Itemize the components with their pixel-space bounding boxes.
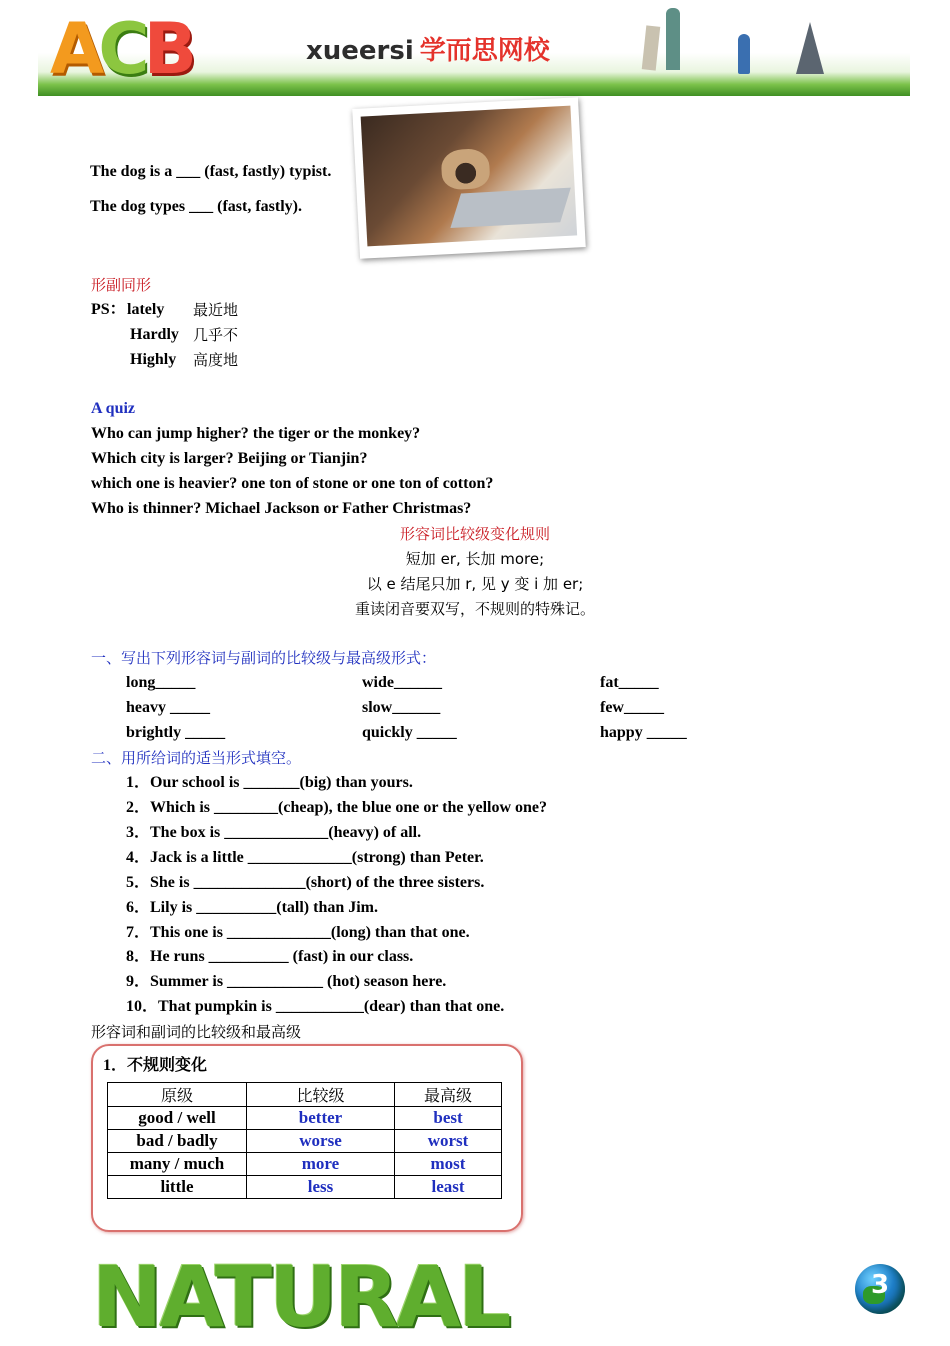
- section2-title: 二、用所给词的适当形式填空。: [91, 749, 302, 767]
- rules-line-1: 短加 er, 长加 more;: [405, 550, 545, 568]
- same-form-word-1: lately: [127, 301, 165, 318]
- word-slow: slow______: [362, 699, 441, 716]
- irregular-forms-box: [91, 1044, 523, 1232]
- leaning-tower-icon: [642, 25, 661, 70]
- fill-item-5: 5．She is ______________(short) of the three sisters.: [126, 874, 485, 891]
- fill-item-1: 1．Our school is _______(big) than yours.: [126, 774, 413, 791]
- quiz-question-4: Who is thinner? Michael Jackson or Father Christmas?: [91, 500, 472, 517]
- same-form-word-3: Highly: [130, 351, 177, 368]
- superlative-cell: best: [395, 1107, 502, 1130]
- same-form-word-2: Hardly: [130, 326, 179, 343]
- laptop-icon: [450, 188, 570, 228]
- table-row: [108, 1107, 502, 1130]
- logo-letter-b: B: [143, 8, 191, 90]
- exercise-line-1: The dog is a ___ (fast, fastly) typist.: [90, 163, 332, 180]
- logo-letter-a: A: [50, 8, 99, 90]
- natural-logo: NATURAL: [92, 1248, 509, 1346]
- irregular-forms-table: [107, 1082, 502, 1199]
- word-wide: wide______: [362, 674, 442, 691]
- superlative-cell: most: [395, 1153, 502, 1176]
- same-form-title: 形副同形: [91, 276, 152, 294]
- comparative-cell: better: [247, 1107, 395, 1130]
- comparative-cell: less: [247, 1176, 395, 1199]
- fill-item-3: 3．The box is _____________(heavy) of all.: [126, 824, 422, 841]
- acb-logo: [50, 8, 191, 90]
- word-long: long_____: [126, 674, 196, 691]
- exercise-line-2: The dog types ___ (fast, fastly).: [90, 198, 302, 215]
- pug-laptop-photo: [352, 97, 586, 259]
- logo-letter-c: C: [98, 8, 144, 90]
- brand-name: [306, 30, 550, 67]
- photo-image: [361, 106, 578, 247]
- word-fat: fat_____: [600, 674, 659, 691]
- section1-title: 一、写出下列形容词与副词的比较级与最高级形式：: [91, 649, 437, 667]
- fill-item-9: 9．Summer is ____________ (hot) season here.: [126, 973, 447, 990]
- rules-line-3: 重读闭音要双写，不规则的特殊记。: [354, 600, 595, 618]
- page-number: 3: [870, 1270, 890, 1300]
- table-row: [108, 1130, 502, 1153]
- table-row: [108, 1153, 502, 1176]
- word-few: few_____: [600, 699, 664, 716]
- header-positive: 原级: [108, 1083, 247, 1107]
- superlative-cell: worst: [395, 1130, 502, 1153]
- fill-item-7: 7．This one is _____________(long) than that one.: [126, 924, 470, 941]
- word-brightly: brightly _____: [126, 724, 226, 741]
- positive-cell: little: [108, 1176, 247, 1199]
- quiz-question-2: Which city is larger? Beijing or Tianjin?: [91, 450, 368, 467]
- brand-en: xueersi: [306, 36, 414, 66]
- same-form-meaning-3: 高度地: [193, 351, 239, 369]
- pug-icon: [441, 148, 491, 190]
- brand-cn: 学而思网校: [419, 36, 550, 66]
- table-row: [108, 1176, 502, 1199]
- comparative-cell: worse: [247, 1130, 395, 1153]
- fill-item-4: 4．Jack is a little _____________(strong) than Peter.: [126, 849, 484, 866]
- ps-label: PS：: [91, 301, 126, 318]
- page-number-globe: [855, 1264, 905, 1314]
- header-comparative: 比较级: [247, 1083, 395, 1107]
- header-banner: [38, 0, 910, 96]
- quiz-title: A quiz: [91, 400, 136, 417]
- fill-item-8: 8．He runs __________ (fast) in our class.: [126, 948, 414, 965]
- summary-title: 形容词和副词的比较级和最高级: [91, 1023, 302, 1041]
- word-heavy: heavy _____: [126, 699, 210, 716]
- quiz-question-3: which one is heavier? one ton of stone or one ton of cotton?: [91, 475, 494, 492]
- table-header-row: [108, 1083, 502, 1107]
- word-quickly: quickly _____: [362, 724, 457, 741]
- positive-cell: good / well: [108, 1107, 247, 1130]
- positive-cell: bad / badly: [108, 1130, 247, 1153]
- comparative-cell: more: [247, 1153, 395, 1176]
- eiffel-tower-icon: [796, 22, 824, 74]
- fill-item-2: 2．Which is ________(cheap), the blue one or the yellow one?: [126, 799, 548, 816]
- person-icon: [738, 34, 750, 74]
- positive-cell: many / much: [108, 1153, 247, 1176]
- word-happy: happy _____: [600, 724, 687, 741]
- fill-item-10: 10．That pumpkin is ___________(dear) than that one.: [126, 998, 505, 1015]
- same-form-meaning-2: 几乎不: [193, 326, 239, 344]
- statue-icon: [666, 8, 680, 70]
- rules-line-2: 以 e 结尾只加 r, 见 y 变 i 加 er;: [366, 575, 584, 593]
- quiz-question-1: Who can jump higher? the tiger or the monkey?: [91, 425, 421, 442]
- rules-title: 形容词比较级变化规则: [399, 525, 550, 543]
- fill-item-6: 6．Lily is __________(tall) than Jim.: [126, 899, 379, 916]
- header-superlative: 最高级: [395, 1083, 502, 1107]
- superlative-cell: least: [395, 1176, 502, 1199]
- same-form-meaning-1: 最近地: [193, 301, 239, 319]
- irregular-title: 1．不规则变化: [103, 1057, 208, 1074]
